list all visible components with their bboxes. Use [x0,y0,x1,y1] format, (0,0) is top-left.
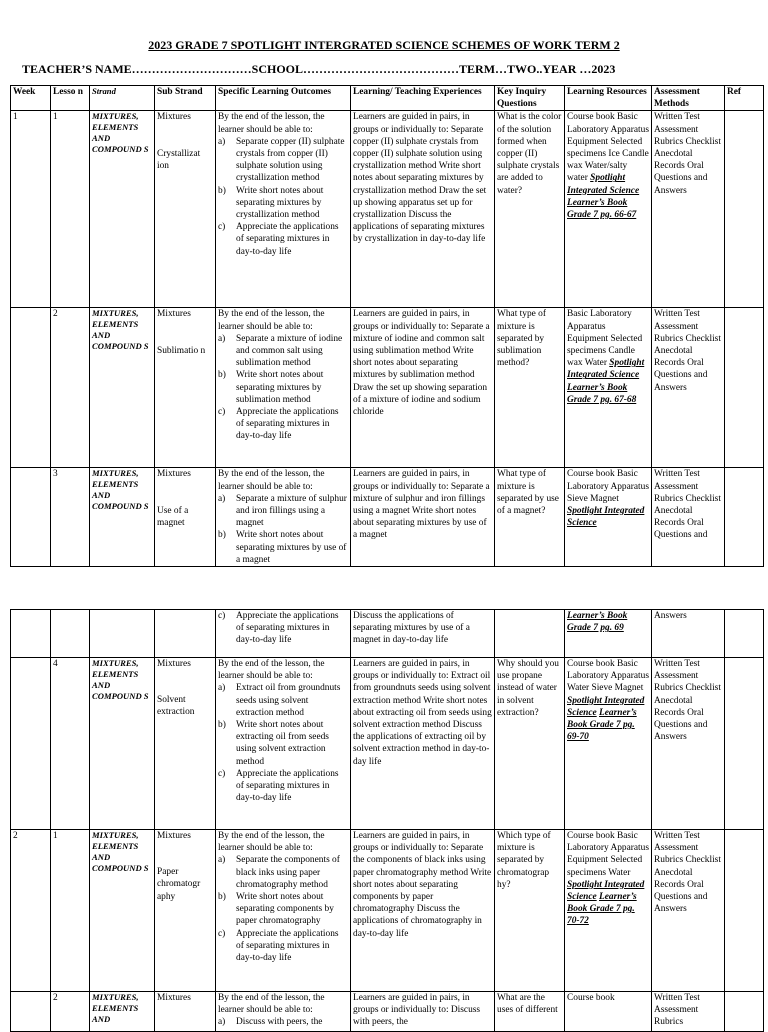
inquiry-question-cell: What is the color of the solution formed when copper (II) sulphate crystals are added to water? [495,111,565,308]
resources-cell [565,992,652,1032]
outcome-item [218,610,348,647]
header-questions: Key Inquiry Questions [495,86,565,111]
assessment-cell: Written Test Assessment Rubrics [652,992,725,1032]
resources-cell [565,111,652,308]
sub-strand-name: Mixtures [157,659,191,669]
strand-cell: MIXTURES, ELEMENTS AND COMPOUND S [90,111,155,308]
assessment-cell: Written Test Assessment Rubrics Checklist Anecdotal Records Oral Questions and Answers [652,658,725,830]
outcome-marker: a) [218,136,226,147]
sub-strand-cell [155,658,216,830]
header-assessment: Assessment Methods [652,86,725,111]
header-row [11,86,764,111]
outcome-text: Write short notes about extracting oil from seeds using solvent extraction method [236,720,329,767]
sub-strand-cell [155,308,216,468]
resources-text: Course book Basic Laboratory Apparatus Equipment Selected specimens Ice Candle wax Water/salty water [567,112,650,184]
lesson-cell: 1 [51,111,90,308]
table-row [11,992,764,1032]
lesson-cell: 2 [51,308,90,468]
table-body-page-2 [11,610,764,1032]
resources-cell [565,610,652,658]
outcome-marker: c) [218,928,226,939]
outcomes-cell [216,468,351,567]
header-experiences: Learning/ Teaching Experiences [351,86,495,111]
outcome-item [218,719,348,768]
outcomes-list [218,854,348,964]
outcome-marker: b) [218,530,226,541]
outcome-item [218,136,348,185]
outcome-text: Separate a mixture of sulphur and iron fillings using a magnet [236,493,347,529]
book-reference: Learner’s Book Grade 7 pg. 70-72 [567,892,637,927]
outcome-item [218,493,348,530]
week-cell [11,308,51,468]
assessment-cell: Written Test Assessment Rubrics Checklist Anecdotal Records Oral Questions and Answers [652,308,725,468]
outcome-text: Appreciate the applications of separating mixtures in day-to-day life [236,768,339,804]
book-title: Spotlight Integrated Science [567,695,645,718]
outcomes-intro: By the end of the lesson, the learner should be able to: [218,309,325,332]
outcomes-intro: By the end of the lesson, the learner should be able to: [218,469,325,492]
outcome-text: Separate copper (II) sulphate crystals from copper (II) sulphate solution using crystallization method [236,136,345,184]
assessment-cell: Written Test Assessment Rubrics Checklist Anecdotal Records Oral Questions and [652,468,725,567]
ref-cell [725,830,764,992]
outcome-marker: b) [218,720,226,731]
ref-cell [725,468,764,567]
lesson-cell: 4 [51,658,90,830]
header-resources: Learning Resources [565,86,652,111]
outcome-item [218,221,348,258]
outcomes-list [218,610,348,647]
sub-strand-name: Mixtures [157,831,191,841]
header-week: Week [11,86,51,111]
outcome-text: Write short notes about separating mixtures by crystallization method [236,185,324,221]
outcomes-cell [216,658,351,830]
outcome-item [218,891,348,928]
outcomes-intro: By the end of the lesson, the learner should be able to: [218,659,325,682]
sub-strand-topic: Solvent extraction [157,695,195,718]
experiences-cell: Learners are guided in pairs, in groups or individually to: Separate a mixture of iodine and common salt using sublimation method Write short notes about separating mixtures by sublimation method Draw the set up showing separation of a mixture of iodine and sodium chloride [351,308,495,468]
outcome-text: Appreciate the applications of separating mixtures in day-to-day life [236,928,339,964]
outcome-marker: a) [218,493,226,504]
outcome-marker: c) [218,611,226,621]
inquiry-question-cell: Which type of mixture is separated by chromatograp hy? [495,830,565,992]
ref-cell [725,658,764,830]
strand-cell: MIXTURES, ELEMENTS AND [90,992,155,1032]
outcome-text: Write short notes about separating mixtures by sublimation method [236,370,324,405]
outcomes-cell [216,610,351,658]
assessment-cell: Answers [652,610,725,658]
outcome-marker: c) [218,222,226,233]
strand-cell: MIXTURES, ELEMENTS AND COMPOUND S [90,830,155,992]
table-row [11,610,764,658]
outcomes-list [218,333,348,443]
outcome-item [218,854,348,891]
inquiry-question-cell: What type of mixture is separated by use of a magnet? [495,468,565,567]
table-row [11,468,764,567]
document-title: 2023 GRADE 7 SPOTLIGHT INTERGRATED SCIENCE SCHEMES OF WORK TERM 2 [148,38,620,52]
header-sub-strand: Sub Strand [155,86,216,111]
outcome-item [218,1016,348,1028]
ref-cell [725,992,764,1032]
outcome-text: Write short notes about separating mixtures by use of a magnet [236,530,347,565]
outcomes-list [218,682,348,804]
experiences-cell: Discuss the applications of separating mixtures by use of a magnet in day-to-day life [351,610,495,658]
ref-cell [725,111,764,308]
lesson-cell: 3 [51,468,90,567]
sub-strand-cell [155,468,216,567]
outcome-marker: b) [218,892,226,903]
header-lesson: Lesso n [51,86,90,111]
sub-strand-topic: Use of a magnet [157,505,189,528]
outcome-marker: a) [218,855,226,866]
book-title: Spotlight Integrated Science [567,506,645,529]
sub-strand-cell [155,111,216,308]
outcome-text: Separate a mixture of iodine and common salt using sublimation method [236,333,343,369]
resources-text: Course book Basic Laboratory Apparatus Water Sieve Magnet [567,659,650,694]
outcome-text: Separate the components of black inks using paper chromatography method [236,855,340,890]
header-strand: Strand [90,86,155,111]
outcomes-list [218,1016,348,1028]
ref-cell [725,610,764,658]
resources-text: Basic Laboratory Apparatus Equipment Selected specimens Candle wax Water [567,309,643,369]
outcome-marker: a) [218,683,226,694]
outcomes-list [218,493,348,566]
experiences-cell: Learners are guided in pairs, in groups or individually to: Extract oil from groundnuts seeds using solvent extraction method Write short notes about extracting oil from seeds using solvent extraction method Discuss the applications of extracting oil by solvent extraction method in day-to-day life [351,658,495,830]
outcome-item [218,682,348,719]
outcomes-cell [216,308,351,468]
week-cell [11,610,51,658]
resources-cell [565,308,652,468]
book-title: Spotlight Integrated Science [567,358,645,381]
outcomes-intro: By the end of the lesson, the learner should be able to: [218,831,325,854]
strand-cell: MIXTURES, ELEMENTS AND COMPOUND S [90,308,155,468]
book-title: Spotlight Integrated Science [567,879,645,903]
outcome-text: Write short notes about separating components by paper chromatography [236,892,334,927]
week-cell [11,658,51,830]
experiences-cell: Learners are guided in pairs, in groups or individually to: Discuss with peers, the [351,992,495,1032]
outcomes-cell [216,830,351,992]
sub-strand-name: Mixtures [157,993,191,1003]
outcome-item [218,928,348,965]
outcome-marker: b) [218,370,226,381]
book-title: Spotlight Integrated Science [567,173,640,196]
outcome-item [218,529,348,566]
sub-strand-cell [155,992,216,1032]
experiences-cell: Learners are guided in pairs, in groups or individually to: Separate a mixture of sulphur and iron fillings using a magnet Write short notes about separating mixtures by use of a magnet [351,468,495,567]
book-reference: Learner’s Book Grade 7 pg. 69 [567,611,628,634]
inquiry-question-cell [495,610,565,658]
book-reference: Learner’s Book Grade 7 pg. 67-68 [567,382,637,405]
outcome-marker: a) [218,1017,226,1028]
outcome-item [218,768,348,805]
outcome-marker: c) [218,407,226,418]
book-reference: Learner’s Book Grade 7 pg. 69-70 [567,707,637,743]
header-outcomes: Specific Learning Outcomes [216,86,351,111]
experiences-cell: Learners are guided in pairs, in groups or individually to: Separate the components of black inks using paper chromatography method Write short notes about separating components by paper chromatography Discuss the applications of chromatography in day-to-day life [351,830,495,992]
sub-strand-name: Mixtures [157,469,191,480]
table-row [11,830,764,992]
table-body-page-1 [11,111,764,567]
lesson-cell [51,610,90,658]
resources-cell [565,830,652,992]
outcomes-intro: By the end of the lesson, the learner should be able to: [218,112,325,135]
outcome-text: Extract oil from groundnuts seeds using solvent extraction method [236,683,341,718]
outcome-text: Appreciate the applications of separating mixtures in day-to-day life [236,611,339,646]
outcome-text: Appreciate the applications of separating mixtures in day-to-day life [236,407,339,442]
table-row [11,308,764,468]
assessment-cell: Written Test Assessment Rubrics Checklist Anecdotal Records Oral Questions and Answers [652,830,725,992]
sub-strand-topic: Crystallizat ion [157,148,201,171]
sub-strand-topic: Paper chromatogr aphy [157,867,201,902]
week-cell [11,992,51,1032]
outcomes-cell [216,111,351,308]
resources-cell [565,468,652,567]
resources-cell [565,658,652,830]
week-cell: 2 [11,830,51,992]
inquiry-question-cell: What are the uses of different [495,992,565,1032]
sub-strand-topic: Sublimatio n [157,345,206,356]
book-reference: Learner’s Book Grade 7 pg. 66-67 [567,197,637,221]
outcome-item [218,406,348,443]
sub-strand-name: Mixtures [157,112,191,123]
outcome-marker: a) [218,333,226,344]
outcome-marker: c) [218,768,226,779]
outcome-text: Discuss with peers, the [236,1017,323,1028]
outcome-item [218,333,348,370]
outcomes-intro: By the end of the lesson, the learner should be able to: [218,993,325,1016]
sub-strand-cell [155,830,216,992]
sub-strand-cell [155,610,216,658]
schemes-table-page-1 [10,85,764,567]
schemes-table-page-2 [10,609,764,1032]
table-row [11,111,764,308]
teacher-info-line: TEACHER’S NAME…………………………SCHOOL…………………………………TERM…TWO..YEAR …2023 [22,62,616,76]
inquiry-question-cell: Why should you use propane instead of water in solvent extraction? [495,658,565,830]
outcome-item [218,185,348,222]
lesson-cell: 1 [51,830,90,992]
resources-text: Course book Basic Laboratory Apparatus Sieve Magnet [567,469,650,504]
header-ref: Ref [725,86,764,111]
sub-strand-name: Mixtures [157,309,191,320]
table-row [11,658,764,830]
experiences-cell: Learners are guided in pairs, in groups or individually to: Separate copper (II) sulphate crystals from copper (II) sulphate solution using crystallization method Write short notes about separating mixtures by crystallization method Draw the set up showing apparatus set up for crystallization Discuss the applications of separating mixtures by crystallization in day-to-day life [351,111,495,308]
strand-cell [90,610,155,658]
outcome-item [218,369,348,406]
resources-text: Course book [567,993,615,1003]
outcome-text: Appreciate the applications of separating mixtures in day-to-day life [236,222,339,257]
ref-cell [725,308,764,468]
outcome-marker: b) [218,185,226,196]
inquiry-question-cell: What type of mixture is separated by sublimation method? [495,308,565,468]
outcomes-cell [216,992,351,1032]
week-cell: 1 [11,111,51,308]
strand-cell: MIXTURES, ELEMENTS AND COMPOUND S [90,658,155,830]
strand-cell: MIXTURES, ELEMENTS AND COMPOUND S [90,468,155,567]
resources-text: Course book Basic Laboratory Apparatus Equipment Selected specimens Water [567,831,650,878]
assessment-cell: Written Test Assessment Rubrics Checklist Anecdotal Records Oral Questions and Answers [652,111,725,308]
week-cell [11,468,51,567]
outcomes-list [218,136,348,258]
lesson-cell: 2 [51,992,90,1032]
